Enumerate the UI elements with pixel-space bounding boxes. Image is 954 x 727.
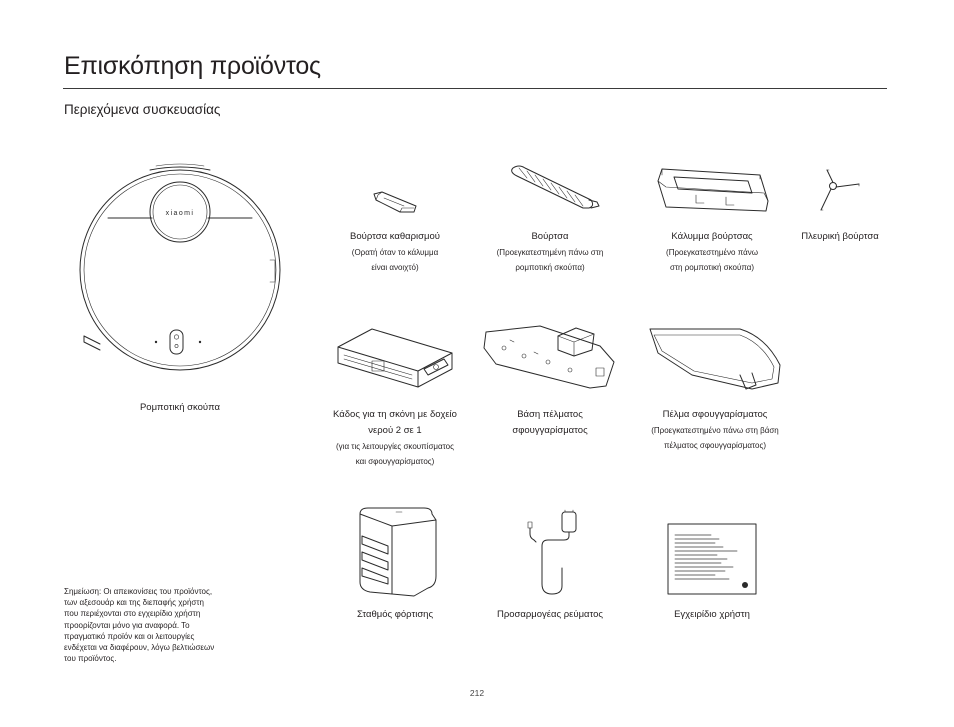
robot-logo: xiaomi	[165, 210, 195, 217]
main-brush-icon	[505, 162, 605, 212]
item-label: Πέλμα σφουγγαρίσματος	[662, 409, 768, 420]
item-note: (Ορατή όταν το κάλυμμα είναι ανοιχτό)	[351, 248, 439, 272]
dust-bin-icon	[332, 325, 457, 393]
item-note: (Προεγκατεστημένο πάνω στη βάση πέλματος σφουγγαρίσματος)	[651, 426, 779, 450]
item-note: (Προεγκατεστημένη πάνω στη ρομποτική σκούπα)	[496, 248, 604, 272]
item-note: (Προεγκατεστημένο πάνω στη ρομποτική σκούπα)	[666, 248, 758, 272]
title-divider	[63, 88, 887, 89]
item-note: (για τις λειτουργίες σκουπίσματος και σφουγγαρίσματος)	[336, 442, 454, 466]
item-label: Κάλυμμα βούρτσας	[671, 231, 753, 242]
brush-cover-icon	[656, 165, 771, 215]
item-label: Βούρτσα καθαρισμού	[350, 231, 440, 242]
page-title: Επισκόπηση προϊόντος	[64, 52, 321, 80]
item-label: Προσαρμογέας ρεύματος	[496, 609, 604, 620]
item-label: Πλευρική βούρτσα	[801, 231, 879, 242]
disclaimer-note: Σημείωση: Οι απεικονίσεις του προϊόντος, των αξεσουάρ και της διεπαφής χρήστη που περιέχονται στο εγχειρίδιο χρήστη προορίζονται μόνο για αναφορά. Το πραγματικό προϊόν και οι λειτουργίες ενδέχεται να διαφέρουν, λόγω βελτιώσεων του προϊόντος.	[64, 587, 215, 664]
power-adapter-icon	[522, 508, 582, 600]
cleaning-tool-icon	[370, 188, 420, 218]
user-manual-icon	[667, 523, 757, 595]
mop-pad-icon	[640, 325, 790, 393]
side-brush-icon	[805, 168, 865, 216]
robot-vacuum-caption: Ρομποτική σκούπα	[139, 402, 221, 413]
page-number: 212	[469, 688, 485, 698]
charging-dock-icon	[352, 506, 442, 598]
item-label: Σταθμός φόρτισης	[356, 609, 434, 620]
mop-mount-icon	[480, 322, 620, 392]
item-label: Κάδος για τη σκόνη με δοχείο νερού 2 σε 1	[333, 409, 457, 436]
section-heading: Περιεχόμενα συσκευασίας	[64, 102, 221, 117]
robot-vacuum-illustration	[70, 160, 300, 390]
item-label: Εγχειρίδιο χρήστη	[674, 609, 750, 620]
item-label: Βάση πέλματος σφουγγαρίσματος	[512, 409, 588, 436]
item-label: Βούρτσα	[531, 231, 569, 242]
